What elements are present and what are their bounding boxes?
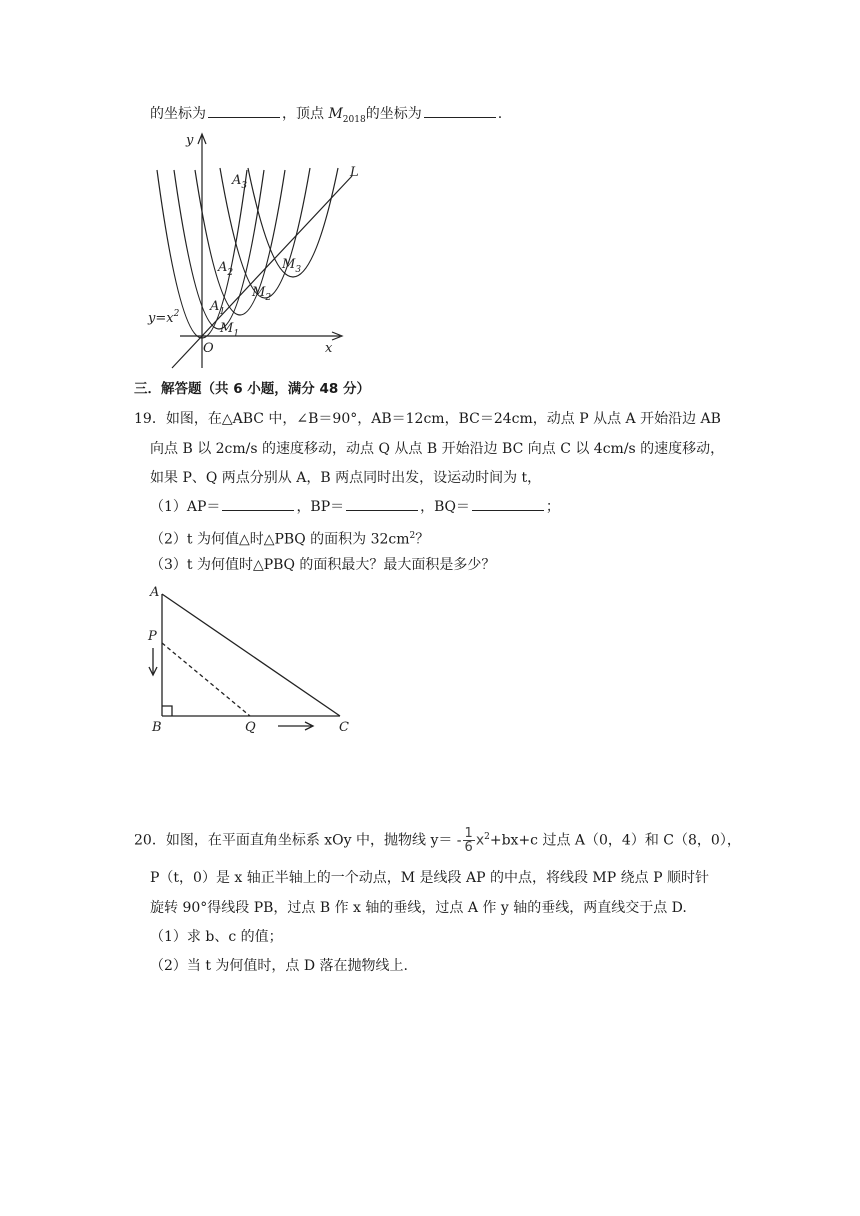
triangle-figure	[140, 582, 370, 737]
label-B: B	[152, 720, 162, 735]
q20-sub2: （2）当 t 为何值时，点 D 落在抛物线上.	[150, 958, 409, 974]
m-subscript: 2018	[342, 114, 366, 125]
q19-sub2	[150, 526, 429, 550]
q20-line1	[134, 823, 741, 855]
text: ；	[545, 499, 560, 515]
q19-line2: 向点 B 以 2cm/s 的速度移动，动点 Q 从点 B 开始沿边 BC 向点 C 以 4cm/s 的速度移动，	[150, 441, 725, 457]
text: ？	[415, 531, 430, 548]
label-A: A	[150, 585, 160, 600]
answer-blank-bp[interactable]	[346, 498, 418, 511]
text: .	[497, 106, 503, 122]
label-A1: $A_1$	[210, 299, 226, 317]
fraction-denominator: 6	[464, 840, 473, 856]
label-P: P	[148, 629, 157, 644]
fraction	[463, 827, 475, 854]
q20-line2: P（t，0）是 x 轴正半轴上的一个动点，M 是线段 AP 的中点，将线段 MP 绕点 P 顺时针	[150, 870, 709, 886]
section-title: 三．解答题（共 6 小题，满分 48 分）	[134, 381, 370, 397]
origin-label: O	[203, 341, 214, 356]
label-A3: $A_3$	[232, 173, 248, 191]
curve-label: $y=x^2$	[148, 309, 180, 326]
text: （1）AP＝	[150, 499, 221, 515]
line-L-label: L	[350, 165, 359, 180]
top-line	[150, 104, 502, 130]
text: 的坐标为	[365, 106, 422, 122]
q20-sub1: （1）求 b、c 的值；	[150, 929, 283, 945]
y-axis-label: y	[186, 133, 194, 148]
answer-blank-ap[interactable]	[222, 498, 294, 511]
label-Q: Q	[245, 720, 256, 735]
text: 20．如图，在平面直角坐标系 xOy 中，抛物线 y＝ -	[134, 832, 462, 849]
side-AC	[162, 594, 340, 716]
q19-sub1	[150, 497, 560, 517]
x-axis-label: x	[325, 341, 333, 356]
q20-line3: 旋转 90°得线段 PB，过点 B 作 x 轴的垂线，过点 A 作 y 轴的垂线，两直线交于点 D.	[150, 900, 687, 916]
m-letter: M	[328, 106, 343, 122]
superscript: 2	[484, 832, 490, 842]
text: ，BP＝	[296, 499, 345, 515]
label-M2: $M_2$	[252, 285, 272, 303]
q19-line1: 19．如图，在△ABC 中，∠B＝90°，AB＝12cm，BC＝24cm，动点 P 从点 A 开始沿边 AB	[134, 411, 721, 427]
text: +bx+c 过点 A（0，4）和 C（8，0），	[489, 832, 741, 849]
x-variable: x	[475, 832, 485, 849]
answer-blank[interactable]	[424, 105, 496, 118]
label-A2: $A_2$	[218, 260, 234, 278]
text: 的坐标为	[150, 106, 206, 122]
q19-sub3: （3）t 为何值时△PBQ 的面积最大？最大面积是多少？	[150, 557, 496, 573]
label-M1: $M_1$	[220, 321, 240, 339]
text: ，BQ＝	[420, 499, 470, 515]
parabola-figure	[140, 128, 370, 373]
segment-PQ	[162, 643, 250, 716]
right-angle-mark	[162, 706, 172, 716]
superscript: 2	[409, 531, 416, 541]
text: ，顶点	[282, 106, 329, 122]
answer-blank[interactable]	[208, 105, 280, 118]
answer-blank-bq[interactable]	[472, 498, 544, 511]
fraction-numerator: 1	[464, 826, 473, 842]
line-L	[172, 176, 352, 368]
label-M3: $M_3$	[282, 257, 302, 275]
q19-line3: 如果 P、Q 两点分别从 A，B 两点同时出发，设运动时间为 t，	[150, 470, 542, 486]
label-C: C	[339, 720, 349, 735]
text: （2）t 为何值△时△PBQ 的面积为 32cm	[150, 531, 410, 548]
